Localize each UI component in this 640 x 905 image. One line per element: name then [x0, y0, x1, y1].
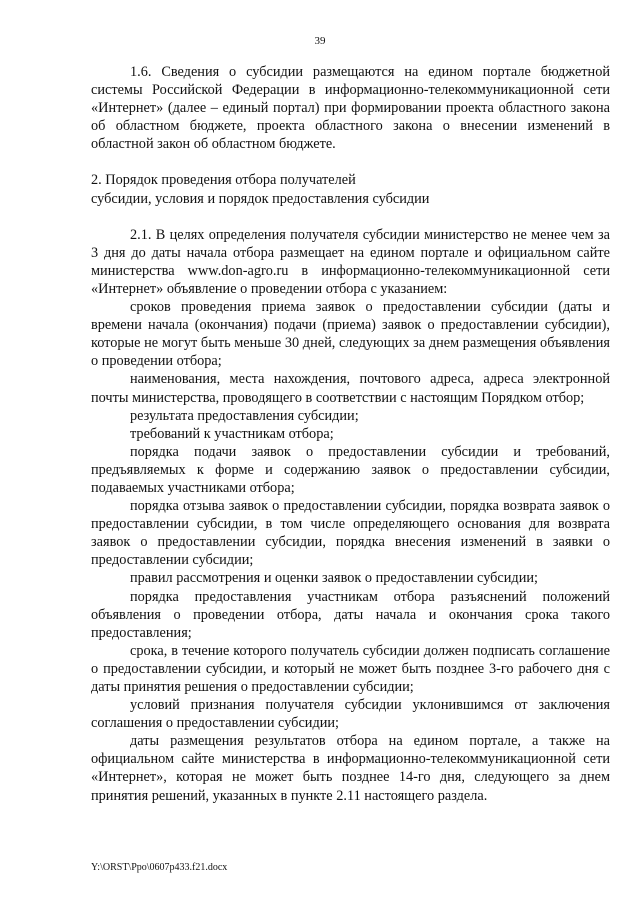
list-item: порядка подачи заявок о предоставлении субсидии и требований, предъявляемых к форме и содержанию заявок о предоставлении субсидии, подаваемых участниками отбора; [91, 443, 610, 496]
document-body [91, 63, 610, 805]
list-item: порядка предоставления участникам отбора разъяснений положений объявления о проведении отбора, даты начала и окончания срока такого предоставления; [91, 588, 610, 641]
list-item: условий признания получателя субсидии уклонившимся от заключения соглашения о предоставлении субсидии; [91, 697, 610, 732]
section-heading-line-1: 2. Порядок проведения отбора получателей [91, 172, 356, 189]
section-heading-line-2: субсидии, условия и порядок предоставления субсидии [91, 190, 430, 207]
paragraph-1-6: 1.6. Сведения о субсидии размещаются на едином портале бюджетной системы Российской Федерации в информационно-телекоммуникационной сети «Интернет» (далее – единый портал) при формировании проекта областного закона об областном бюджете, проекта областного закона о внесении изменений в областной закон об областном бюджете. [91, 64, 610, 153]
list-item: порядка отзыва заявок о предоставлении субсидии, порядка возврата заявок о предоставлении субсидии, в том числе определяющего основания для возврата заявок о предоставлении субсидии, порядка внесения изменений в заявки о предоставлении субсидии; [91, 498, 610, 569]
list-item: результата предоставления субсидии; [130, 407, 359, 424]
footer-file-path: Y:\ORST\Ppo\0607p433.f21.docx [91, 862, 228, 873]
list-item: требований к участникам отбора; [130, 425, 334, 442]
list-item: даты размещения результатов отбора на едином портале, а также на официальном сайте министерства в информационно-телекоммуникационной сети «Интернет», которая не может быть позднее 14-го дня, следующего за днем принятия решений, указанных в пункте 2.11 настоящего раздела. [91, 733, 610, 804]
list-item: сроков проведения приема заявок о предоставлении субсидии (даты и времени начала (окончания) подачи (приема) заявок о предоставлении субсидии), которые не могут быть меньше 30 дней, следующих за днем размещения объявления о проведении отбора; [91, 299, 610, 370]
list-item: правил рассмотрения и оценки заявок о предоставлении субсидии; [130, 570, 538, 587]
page-number: 39 [314, 35, 326, 47]
paragraph-2-1: 2.1. В целях определения получателя субсидии министерство не менее чем за 3 дня до даты начала отбора размещает на едином портале и официальном сайте министерства www.don-agro.ru в информационно-телекоммуникационной сети «Интернет» объявление о проведении отбора с указанием: [91, 226, 610, 297]
list-item: наименования, места нахождения, почтового адреса, адреса электронной почты министерства, проводящего в соответствии с настоящим Порядком отбор; [91, 371, 610, 406]
list-item: срока, в течение которого получатель субсидии должен подписать соглашение о предоставлении субсидии, и который не может быть позднее 3-го рабочего дня с даты принятия решения о предоставлении субсидии; [91, 642, 610, 695]
